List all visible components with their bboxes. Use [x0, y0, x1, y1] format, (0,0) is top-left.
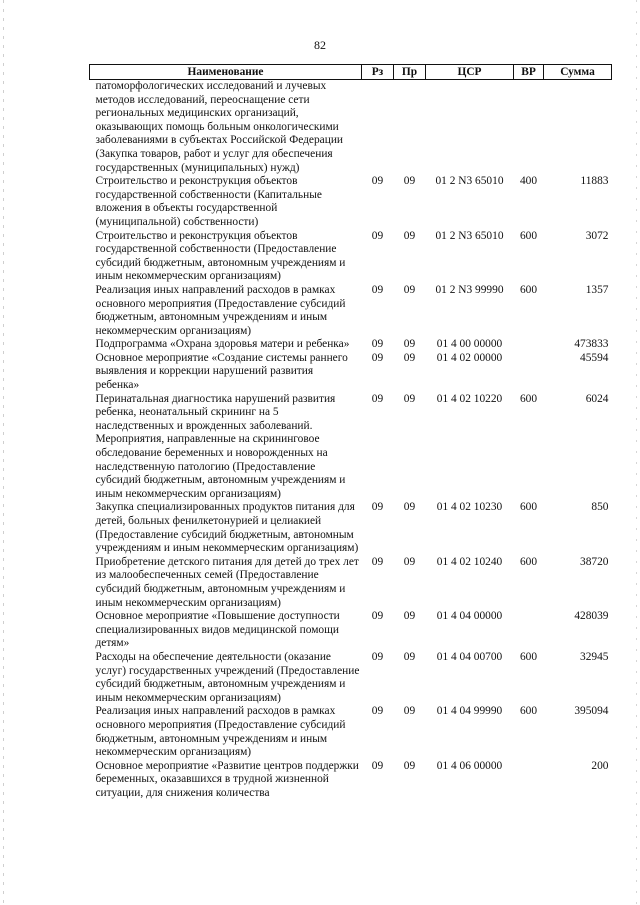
- row-vr: 600: [519, 501, 538, 514]
- row-rz: 09: [371, 229, 384, 242]
- table-row: [90, 501, 612, 555]
- row-csr: 01 4 00 00000: [436, 338, 503, 351]
- row-rz: [362, 80, 394, 176]
- header-rz: Рз: [362, 65, 394, 80]
- scan-edge-left: [3, 0, 4, 905]
- row-csr: 01 2 N3 65010: [435, 229, 504, 242]
- header-name: Наименование: [90, 65, 362, 80]
- row-csr: [426, 80, 514, 176]
- row-csr: 01 4 02 00000: [436, 351, 503, 364]
- row-rz: 09: [371, 338, 384, 351]
- row-name: Реализация иных направлений расходов в рамках основного мероприятия (Предоставление субсидий бюджетным, автономным учреждениям и иным некоммерческим организациям): [95, 283, 346, 337]
- table-row: [90, 705, 612, 759]
- row-pr: 09: [403, 229, 416, 242]
- row-csr: 01 2 N3 65010: [435, 175, 504, 188]
- row-name: Расходы на обеспечение деятельности (оказание услуг) государственных учреждений (Предоставление субсидий бюджетным, автономным учреждениям и иным некоммерческим организациям): [95, 650, 360, 704]
- row-name: Приобретение детского питания для детей до трех лет из малообеспеченных семей (Предоставление субсидий бюджетным, автономным учреждениям и иным некоммерческим организациям): [95, 555, 359, 609]
- row-vr: [514, 610, 544, 651]
- row-vr: [514, 80, 544, 176]
- row-vr: 400: [519, 175, 538, 188]
- row-rz: 09: [371, 351, 384, 364]
- row-sum: 38720: [580, 555, 609, 568]
- row-pr: [394, 80, 426, 176]
- row-vr: 600: [519, 283, 538, 296]
- row-pr: 09: [403, 705, 416, 718]
- row-vr: [514, 760, 544, 801]
- row-vr: 600: [519, 705, 538, 718]
- header-csr: ЦСР: [426, 65, 514, 80]
- row-vr: [514, 338, 544, 352]
- row-pr: 09: [403, 759, 416, 772]
- row-rz: 09: [371, 610, 384, 623]
- row-pr: 09: [403, 283, 416, 296]
- row-csr: 01 4 04 00000: [436, 610, 503, 623]
- row-pr: 09: [403, 555, 416, 568]
- row-sum: 32945: [580, 650, 609, 663]
- row-rz: 09: [371, 283, 384, 296]
- row-vr: 600: [519, 229, 538, 242]
- row-name: Основное мероприятие «Повышение доступности специализированных видов медицинской помощи детям»: [95, 610, 340, 650]
- row-sum: 200: [591, 759, 609, 772]
- table-row: [90, 175, 612, 229]
- row-sum: 3072: [585, 229, 609, 242]
- header-sum: Сумма: [544, 65, 612, 80]
- row-sum: 11883: [580, 175, 609, 188]
- table-row: [90, 393, 612, 502]
- row-pr: 09: [403, 392, 416, 405]
- row-pr: 09: [403, 351, 416, 364]
- page-number: 82: [314, 38, 326, 52]
- row-vr: 600: [519, 650, 538, 663]
- row-csr: 01 4 02 10220: [436, 392, 503, 405]
- row-sum: 6024: [585, 392, 609, 405]
- row-rz: 09: [371, 705, 384, 718]
- table-row: [90, 352, 612, 393]
- row-name: Основное мероприятие «Создание системы раннего выявления и коррекции нарушений развития ребенка»: [95, 351, 348, 392]
- row-sum: 428039: [574, 610, 609, 623]
- row-pr: 09: [403, 501, 416, 514]
- row-sum: 473833: [574, 338, 609, 351]
- table-row: [90, 556, 612, 610]
- budget-table: [89, 64, 612, 800]
- table-row: [90, 651, 612, 705]
- row-name: Основное мероприятие «Развитие центров поддержки беременных, оказавшихся в трудной жизненной ситуации, для снижения количества: [95, 759, 359, 799]
- row-name: Строительство и реконструкция объектов государственной собственности (Капитальные вложения в объекты государственной (муниципальной) собственности): [95, 175, 322, 228]
- row-pr: 09: [403, 338, 416, 351]
- row-rz: 09: [371, 501, 384, 514]
- row-rz: 09: [371, 392, 384, 405]
- row-rz: 09: [371, 555, 384, 568]
- table-row: [90, 80, 612, 176]
- row-name: патоморфологических исследований и лучевых методов исследований, переоснащение сети региональных медицинских организаций, оказывающих помощь больным онкологическими заболеваниями в субъектах Российской Федерации (Закупка товаров, работ и услуг для обеспечения государственных (муниципальных) нужд): [95, 80, 344, 174]
- row-csr: 01 4 04 99990: [436, 705, 503, 718]
- row-pr: 09: [403, 610, 416, 623]
- row-name: Закупка специализированных продуктов питания для детей, больных фенилкетонурией и целиакией (Предоставление субсидий бюджетным, автономным учреждениям и иным некоммерческим организациям): [95, 501, 359, 555]
- table-row: [90, 760, 612, 801]
- row-rz: 09: [371, 650, 384, 663]
- row-name: Перинатальная диагностика нарушений развития ребенка, неонатальный скрининг на 5 наследственных и врожденных заболеваний. Мероприятия, направленные на скрининговое обследование беременных и новорожденных на наследственную патологию (Предоставление субсидий бюджетным, автономным учреждениям и иным некоммерческим организациям): [95, 392, 346, 500]
- table-row: [90, 338, 612, 352]
- row-csr: 01 4 04 00700: [436, 650, 503, 663]
- table-body: [90, 80, 612, 801]
- row-name: Подпрограмма «Охрана здоровья матери и ребенка»: [95, 338, 350, 351]
- row-rz: 09: [371, 759, 384, 772]
- row-vr: 600: [519, 392, 538, 405]
- row-sum: 850: [591, 501, 609, 514]
- row-vr: 600: [519, 555, 538, 568]
- table-row: [90, 230, 612, 284]
- row-name: Реализация иных направлений расходов в рамках основного мероприятия (Предоставление субсидий бюджетным, автономным учреждениям и иным некоммерческим организациям): [95, 705, 346, 759]
- table-row: [90, 610, 612, 651]
- row-pr: 09: [403, 175, 416, 188]
- row-sum: 395094: [574, 705, 609, 718]
- row-pr: 09: [403, 650, 416, 663]
- scan-edge-right: [636, 0, 637, 905]
- row-rz: 09: [371, 175, 384, 188]
- table-header: [90, 65, 612, 80]
- row-sum: 1357: [585, 283, 609, 296]
- row-vr: [514, 352, 544, 393]
- table-row: [90, 284, 612, 338]
- row-sum: 45594: [580, 351, 609, 364]
- row-csr: 01 4 02 10230: [436, 501, 503, 514]
- row-csr: 01 2 N3 99990: [435, 283, 504, 296]
- header-pr: Пр: [394, 65, 426, 80]
- header-vr: ВР: [514, 65, 544, 80]
- row-name: Строительство и реконструкция объектов государственной собственности (Предоставление субсидий бюджетным, автономным учреждениям и иным некоммерческим организациям): [95, 229, 346, 283]
- row-sum: [544, 80, 612, 176]
- row-csr: 01 4 06 00000: [436, 759, 503, 772]
- row-csr: 01 4 02 10240: [436, 555, 503, 568]
